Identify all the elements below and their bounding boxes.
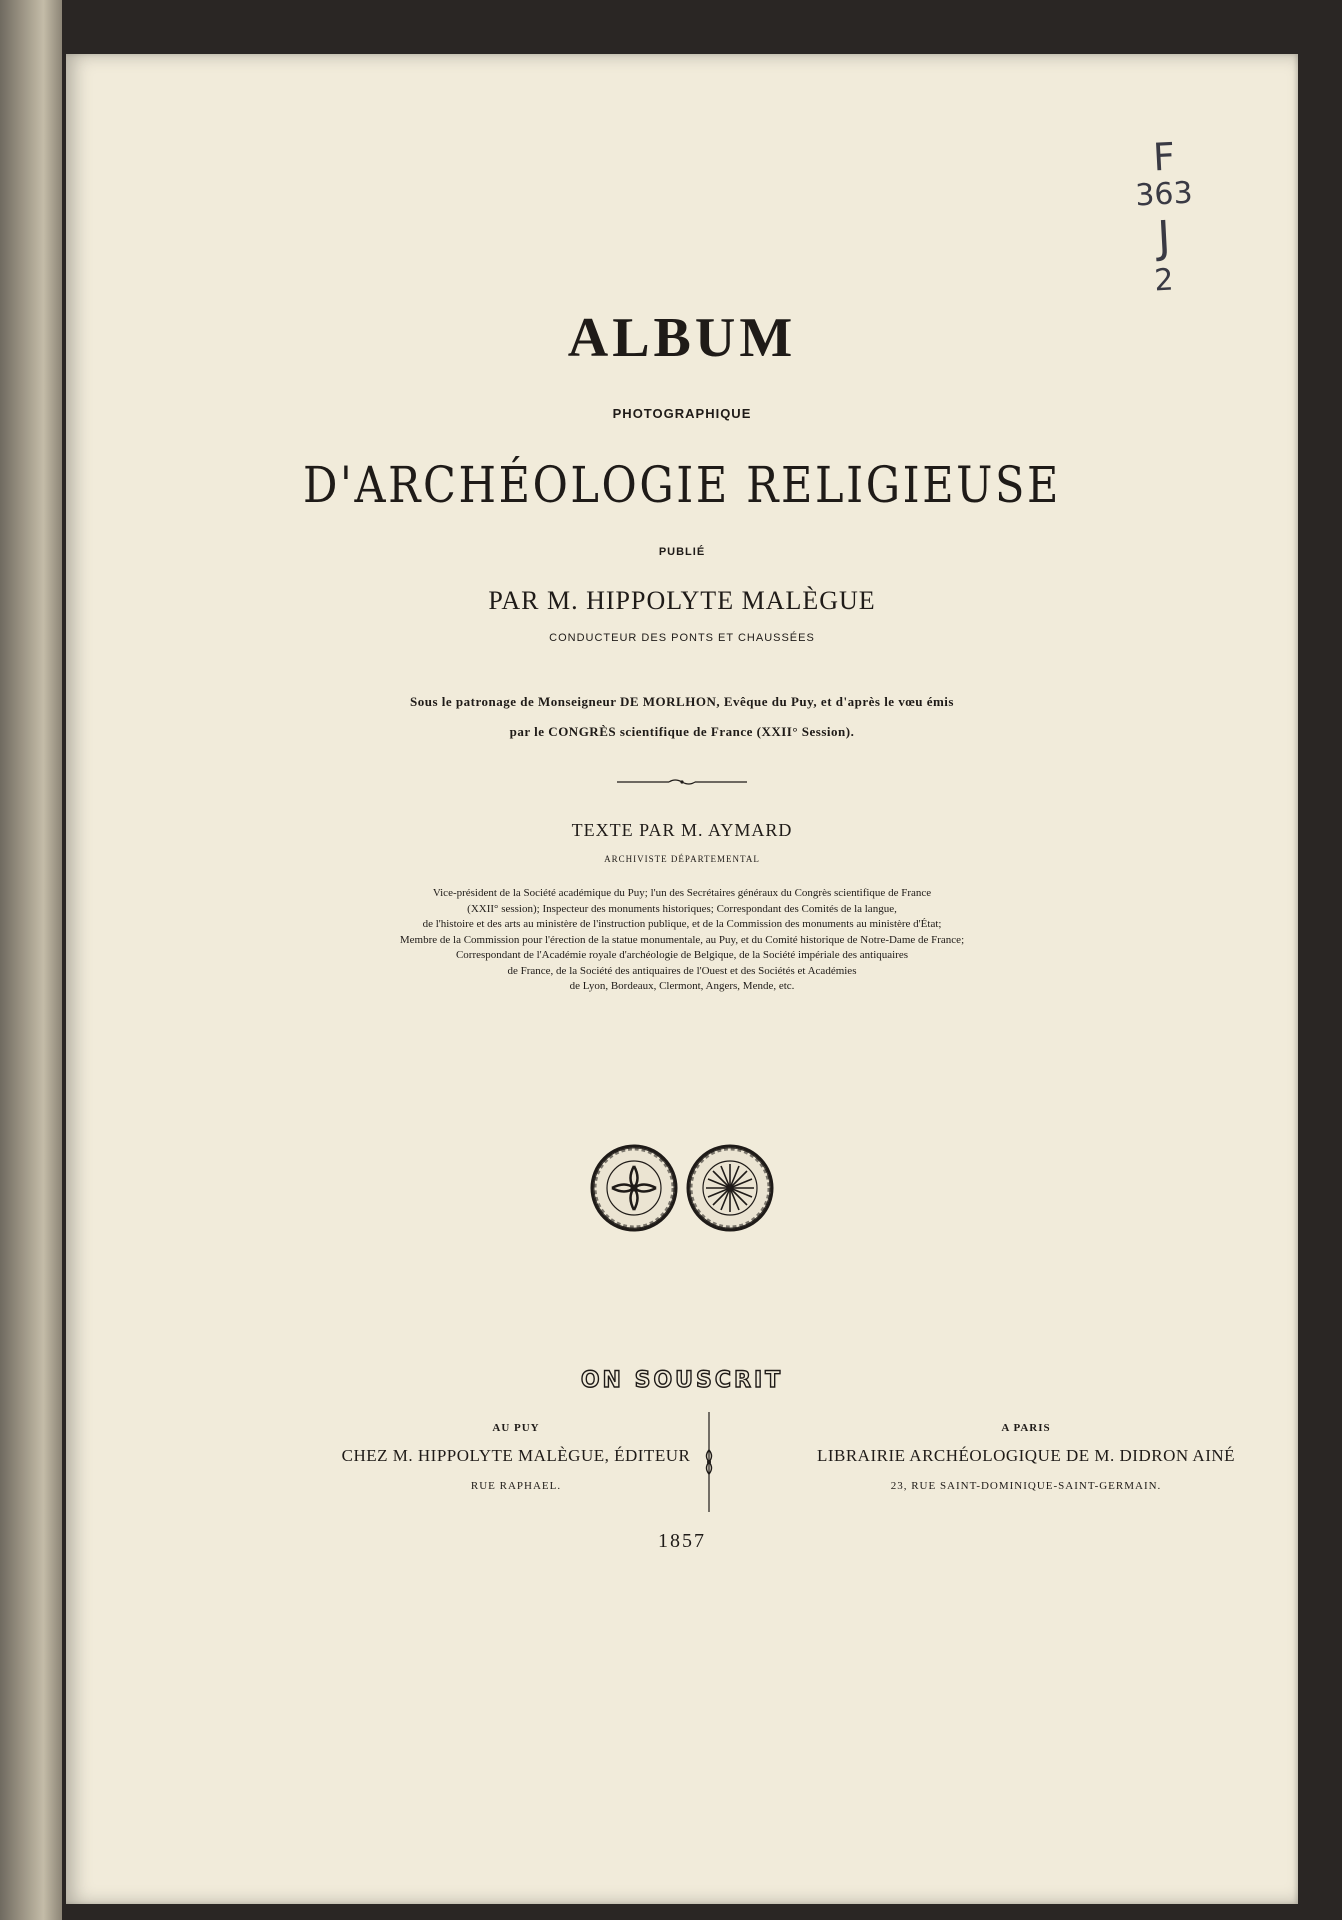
publisher-name: CHEZ M. HIPPOLYTE MALÈGUE, ÉDITEUR	[341, 1446, 691, 1465]
author-title: CONDUCTEUR DES PONTS ET CHAUSSÉES	[549, 632, 815, 644]
credit-line: de France, de la Société des antiquaires de l'Ouest et des Sociétés et Académies	[507, 964, 857, 977]
publisher-name: LIBRAIRIE ARCHÉOLOGIQUE DE M. DIDRON AINÉ	[816, 1446, 1236, 1465]
credit-line: de l'histoire et des arts au ministère de l'instruction publique, et de la Commission des monuments au ministère d'État;	[422, 918, 942, 930]
subscription-a-paris	[756, 1422, 1296, 1492]
coins-illustration	[582, 1138, 782, 1238]
patronage-line-1: Sous le patronage de Monseigneur DE MORLHON, Evêque du Puy, et d'après le vœu émis	[410, 694, 954, 709]
left-page-edge	[0, 0, 62, 1920]
text-author-title: ARCHIVISTE DÉPARTEMENTAL	[604, 854, 760, 864]
coin-engraving	[66, 1138, 1298, 1238]
city-label: AU PUY	[492, 1422, 540, 1434]
patronage-line-2: par le CONGRÈS scientifique de France (XXII° Session).	[509, 724, 855, 739]
title-page	[66, 54, 1298, 1904]
title-album: ALBUM	[567, 307, 797, 369]
ornamental-rule	[66, 774, 1298, 792]
publisher-address: RUE RAPHAEL.	[470, 1480, 562, 1492]
city-label: A PARIS	[1001, 1422, 1051, 1434]
author-line: PAR M. HIPPOLYTE MALÈGUE	[488, 586, 876, 615]
author-credits	[66, 886, 1298, 995]
credit-line: Correspondant de l'Académie royale d'archéologie de Belgique, de la Société impériale des antiquaires	[455, 949, 909, 961]
publie-label: PUBLIÉ	[658, 546, 706, 558]
credit-line: Vice-président de la Société académique du Puy; l'un des Secrétaires généraux du Congrès scientifique de France	[432, 887, 932, 899]
subscription-au-puy	[286, 1422, 746, 1492]
souscrit-heading: ON SOUSCRIT	[580, 1368, 784, 1393]
column-divider	[702, 1412, 716, 1512]
publisher-address: 23, RUE SAINT-DOMINIQUE-SAINT-GERMAIN.	[890, 1480, 1162, 1492]
credit-line: (XXII° session); Inspecteur des monuments historiques; Correspondant des Comités de la langue,	[467, 902, 897, 915]
title-photographique: PHOTOGRAPHIQUE	[612, 406, 752, 421]
credit-line: de Lyon, Bordeaux, Clermont, Angers, Mende, etc.	[569, 980, 795, 992]
publication-year: 1857	[658, 1530, 706, 1552]
handwritten-shelfmark: F 363 J 2	[1134, 134, 1194, 299]
title-main: D'ARCHÉOLOGIE RELIGIEUSE	[302, 456, 1062, 514]
text-author: TEXTE PAR M. AYMARD	[571, 820, 793, 840]
credit-line: Membre de la Commission pour l'érection de la statue monumentale, au Puy, et du Comité historique de Notre-Dame de France;	[399, 933, 965, 946]
